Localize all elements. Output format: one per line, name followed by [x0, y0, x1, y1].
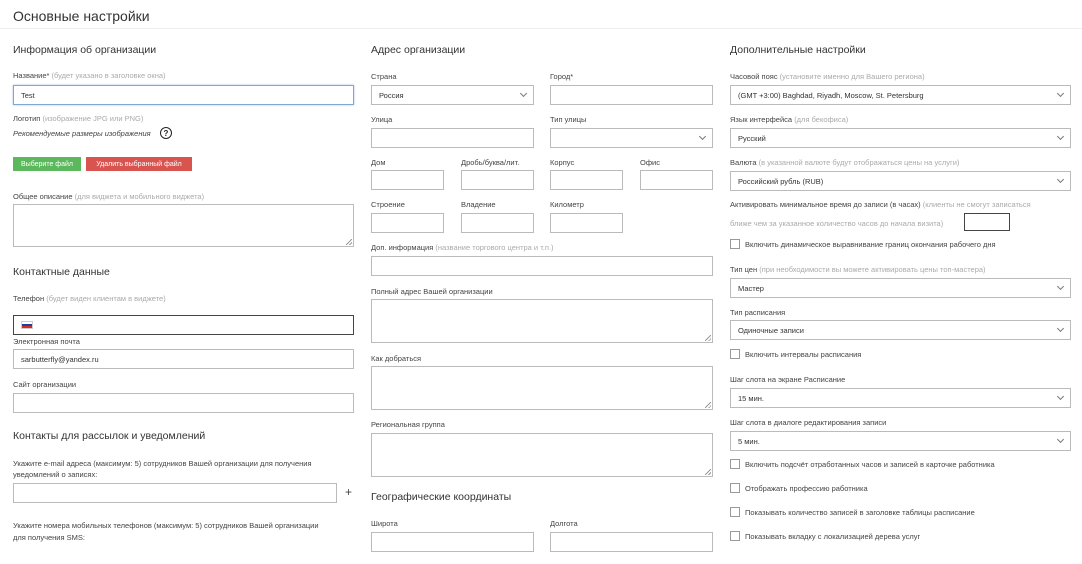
fraction-input[interactable] — [461, 170, 534, 190]
house-label: Дом — [371, 158, 386, 167]
dynamic-align-checkbox[interactable] — [730, 239, 740, 249]
slot-dialog-select[interactable]: 5 мин. — [730, 431, 1071, 451]
help-icon[interactable]: ? — [160, 127, 172, 139]
extra-info-input[interactable] — [371, 256, 713, 276]
full-address-textarea[interactable] — [371, 299, 713, 343]
min-time-input[interactable] — [964, 213, 1010, 231]
intervals-checkbox[interactable] — [730, 349, 740, 359]
lat-label: Широта — [371, 519, 398, 528]
street-input[interactable] — [371, 128, 534, 148]
currency-label: Валюта (в указанной валюте будут отображаться цены на услуги) — [730, 158, 960, 167]
description-label: Общее описание (для виджета и мобильного виджета) — [13, 192, 205, 201]
slot-step-select[interactable]: 15 мин. — [730, 388, 1071, 408]
office-input[interactable] — [640, 170, 713, 190]
km-input[interactable] — [550, 213, 623, 233]
resize-grip-icon[interactable] — [705, 335, 711, 341]
ownership-input[interactable] — [461, 213, 534, 233]
chevron-down-icon — [1057, 90, 1064, 97]
resize-grip-icon[interactable] — [705, 469, 711, 475]
full-address-label: Полный адрес Вашей организации — [371, 287, 493, 296]
chevron-down-icon — [520, 90, 527, 97]
directions-label: Как добраться — [371, 354, 422, 363]
chevron-down-icon — [1057, 283, 1064, 290]
slot-step-label: Шаг слота на экране Расписание — [730, 375, 846, 384]
logo-label: Логотип (изображение JPG или PNG) — [13, 114, 144, 123]
phones-text-line2: для получения SMS: — [13, 533, 85, 542]
price-type-select[interactable]: Мастер — [730, 278, 1071, 298]
geo-section-title: Географические координаты — [371, 491, 512, 503]
ownership-label: Владение — [461, 200, 496, 209]
currency-select[interactable]: Российский рубль (RUB) — [730, 171, 1071, 191]
region-group-label: Региональная группа — [371, 420, 445, 429]
price-type-label: Тип цен (при необходимости вы можете активировать цены топ-мастера) — [730, 265, 986, 274]
email-label: Электронная почта — [13, 337, 80, 346]
name-label: Название* (будет указано в заголовке окна) — [13, 71, 166, 80]
structure-input[interactable] — [371, 213, 444, 233]
min-time-hint: ближе чем за указанное количество часов до начала визита) — [730, 219, 944, 228]
contacts-section-title: Контактные данные — [13, 266, 110, 278]
extra-section-title: Дополнительные настройки — [730, 44, 866, 56]
email-input[interactable]: sarbutterfly@yandex.ru — [13, 349, 354, 369]
choose-file-button[interactable]: Выберите файл — [13, 157, 81, 171]
directions-textarea[interactable] — [371, 366, 713, 410]
building-input[interactable] — [550, 170, 623, 190]
org-section-title: Информация об организации — [13, 44, 157, 56]
extra-info-label: Доп. информация (название торгового центра и т.п.) — [371, 243, 554, 252]
timezone-label: Часовой пояс (установите именно для Вашего региона) — [730, 72, 925, 81]
logo-size-text: Рекомендуемые размеры изображения — [13, 129, 151, 138]
structure-label: Строение — [371, 200, 405, 209]
page-title: Основные настройки — [13, 8, 150, 24]
count-hours-checkbox[interactable] — [730, 459, 740, 469]
dynamic-align-label: Включить динамическое выравнивание границ окончания рабочего дня — [745, 240, 996, 249]
chevron-down-icon — [1057, 133, 1064, 140]
chevron-down-icon — [1057, 325, 1064, 332]
language-select[interactable]: Русский — [730, 128, 1071, 148]
chevron-down-icon — [1057, 436, 1064, 443]
name-input[interactable]: Test — [13, 85, 354, 105]
phones-text-line1: Укажите номера мобильных телефонов (максимум: 5) сотрудников Вашей организации — [13, 521, 319, 530]
city-label: Город* — [550, 72, 574, 81]
russia-flag-icon[interactable] — [21, 321, 33, 329]
show-profession-label: Отображать профессию работника — [745, 484, 868, 493]
city-input[interactable] — [550, 85, 713, 105]
language-label: Язык интерфейса (для бекофиса) — [730, 115, 849, 124]
description-textarea[interactable] — [13, 204, 354, 247]
resize-grip-icon[interactable] — [346, 239, 352, 245]
chevron-down-icon — [1057, 393, 1064, 400]
resize-grip-icon[interactable] — [705, 402, 711, 408]
phone-label: Телефон (будет виден клиентам в виджете) — [13, 294, 166, 303]
house-input[interactable] — [371, 170, 444, 190]
lng-input[interactable] — [550, 532, 713, 552]
chevron-down-icon — [1057, 176, 1064, 183]
show-tab-label: Показывать вкладку с локализацией дерева услуг — [745, 532, 921, 541]
delete-file-button[interactable]: Удалить выбранный файл — [86, 157, 192, 171]
office-label: Офис — [640, 158, 660, 167]
street-type-select[interactable] — [550, 128, 713, 148]
schedule-type-select[interactable]: Одиночные записи — [730, 320, 1071, 340]
region-group-textarea[interactable] — [371, 433, 713, 477]
slot-dialog-label: Шаг слота в диалоге редактирования записи — [730, 418, 887, 427]
schedule-type-label: Тип расписания — [730, 308, 786, 317]
street-label: Улица — [371, 115, 393, 124]
lng-label: Долгота — [550, 519, 578, 528]
chevron-down-icon — [699, 133, 706, 140]
country-label: Страна — [371, 72, 397, 81]
show-count-checkbox[interactable] — [730, 507, 740, 517]
show-profession-checkbox[interactable] — [730, 483, 740, 493]
timezone-select[interactable]: (GMT +3:00) Baghdad, Riyadh, Moscow, St. Petersburg — [730, 85, 1071, 105]
emails-text-line1: Укажите e-mail адреса (максимум: 5) сотрудников Вашей организации для получения — [13, 459, 312, 468]
mailing-section-title: Контакты для рассылок и уведомлений — [13, 430, 206, 442]
emails-text-line2: уведомлений о записях: — [13, 470, 98, 479]
address-section-title: Адрес организации — [371, 44, 466, 56]
intervals-label: Включить интервалы расписания — [745, 350, 862, 359]
site-label: Сайт организации — [13, 380, 77, 389]
phone-input[interactable] — [13, 315, 354, 335]
add-email-icon[interactable]: + — [345, 485, 353, 499]
fraction-label: Дробь/буква/лит. — [461, 158, 520, 167]
site-input[interactable] — [13, 393, 354, 413]
count-hours-label: Включить подсчёт отработанных часов и записей в карточке работника — [745, 460, 995, 469]
notification-email-input[interactable] — [13, 483, 337, 503]
country-select[interactable]: Россия — [371, 85, 534, 105]
street-type-label: Тип улицы — [550, 115, 587, 124]
lat-input[interactable] — [371, 532, 534, 552]
min-time-label: Активировать минимальное время до записи (в часах) (клиенты не смогут записаться — [730, 200, 1031, 209]
building-label: Корпус — [550, 158, 575, 167]
title-divider — [0, 28, 1082, 29]
km-label: Километр — [550, 200, 584, 209]
show-tab-checkbox[interactable] — [730, 531, 740, 541]
show-count-label: Показывать количество записей в заголовке таблицы расписание — [745, 508, 975, 517]
